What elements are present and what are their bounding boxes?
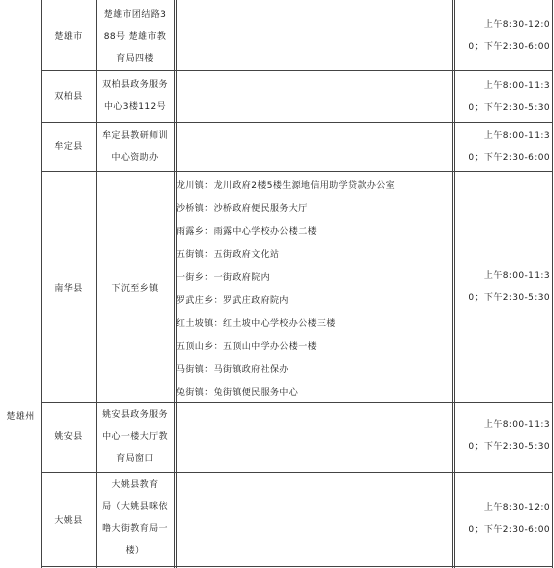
address-line: 局（大姚县咪依: [102, 502, 168, 512]
hours-cell: [454, 14, 554, 58]
town-item: 雨露乡：雨露中心学校办公楼二楼: [176, 227, 318, 237]
hours-line: 上午8:00-11:3: [483, 81, 550, 91]
address-cell: [96, 125, 174, 169]
address-line: 中心资助办: [111, 153, 159, 163]
hours-line: 0；下午2:30-5:30: [468, 293, 550, 303]
hours-line: 上午8:00-11:3: [483, 271, 550, 281]
town-item: 龙川镇：龙川政府2楼5楼生源地信用助学贷款办公室: [176, 181, 396, 191]
hours-line: 上午8:00-11:3: [483, 420, 550, 430]
address-cell: [96, 278, 174, 300]
hours-line: 0；下午2:30-5:30: [468, 442, 550, 452]
hours-cell: [454, 497, 554, 541]
address-cell: [96, 4, 174, 70]
hours-line: 上午8:30-12:0: [483, 20, 550, 30]
address-cell: [96, 404, 174, 470]
hours-line: 0；下午2:30-6:00: [468, 525, 550, 535]
address-cell: [96, 74, 174, 118]
county-cell: 楚雄市: [54, 32, 83, 42]
county-cell: 姚安县: [54, 432, 83, 442]
address-line: 楚雄市团结路3: [103, 10, 167, 20]
town-item: 一街乡：一街政府院内: [176, 273, 271, 283]
town-item: 红土坡镇：红土坡中心学校办公楼三楼: [176, 319, 336, 329]
hours-cell: [454, 265, 554, 309]
grid-line: [41, 122, 553, 123]
address-cell: [96, 474, 174, 562]
address-line: 牟定县教研师训: [102, 131, 168, 141]
town-item: 兔街镇：兔街镇便民服务中心: [176, 388, 299, 398]
address-line: 双柏县政务服务: [102, 80, 168, 90]
address-line: 姚安县政务服务: [102, 410, 168, 420]
address-line: 大姚县教育: [111, 480, 159, 490]
hours-line: 0；下午2:30-6:00: [468, 153, 550, 163]
town-item: 五顶山乡：五顶山中学办公楼一楼: [176, 342, 318, 352]
region-cell: 楚雄州: [6, 412, 35, 422]
grid-line: [41, 171, 553, 172]
county-cell: 大姚县: [54, 516, 83, 526]
hours-cell: [454, 125, 554, 169]
address-line: 楼）: [125, 546, 145, 556]
address-line: 88号 楚雄市教: [103, 32, 167, 42]
grid-line: [41, 70, 553, 71]
address-line: 中心3楼112号: [103, 102, 167, 112]
county-cell: 南华县: [54, 284, 83, 294]
town-item: 沙桥镇：沙桥政府便民服务大厅: [176, 204, 308, 214]
address-line: 中心一楼大厅教: [102, 432, 168, 442]
county-cell: 双柏县: [54, 92, 83, 102]
town-item: 罗武庄乡：罗武庄政府院内: [176, 296, 289, 306]
address-line: 下沉至乡镇: [111, 284, 159, 294]
town-item: 五街镇：五街政府文化站: [176, 250, 280, 260]
grid-line: [452, 0, 453, 568]
hours-cell: [454, 75, 554, 119]
grid-line: [41, 566, 553, 567]
hours-cell: [454, 414, 554, 458]
grid-line: [174, 0, 175, 568]
address-line: 育局窗口: [116, 454, 154, 464]
hours-line: 上午8:00-11:3: [483, 131, 550, 141]
address-line: 育局四楼: [116, 54, 154, 64]
hours-line: 0；下午2:30-6:00: [468, 42, 550, 52]
town-list: [176, 175, 452, 405]
county-cell: 牟定县: [54, 142, 83, 152]
grid-line: [41, 472, 553, 473]
address-line: 噜大街教育局一: [102, 524, 168, 534]
hours-line: 0；下午2:30-5:30: [468, 103, 550, 113]
hours-line: 上午8:30-12:0: [483, 503, 550, 513]
town-item: 马街镇：马街镇政府社保办: [176, 365, 289, 375]
